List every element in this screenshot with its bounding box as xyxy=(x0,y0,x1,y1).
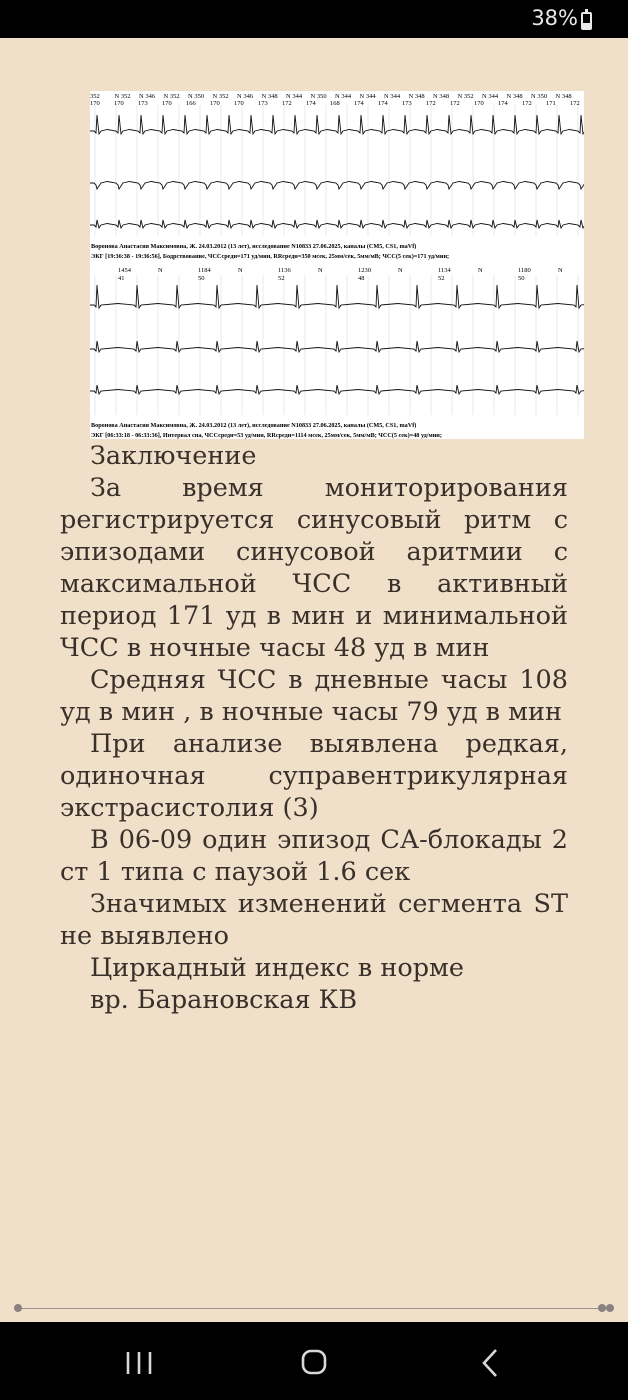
report-paragraph: В 06-09 один эпизод СА-блокады 2 ст 1 типа с паузой 1.6 сек xyxy=(60,825,568,887)
report-signature: вр. Барановская КВ xyxy=(90,985,358,1015)
beat-label: 352 xyxy=(90,93,100,100)
hr-label: 170 xyxy=(474,100,484,107)
report-text xyxy=(60,440,568,1016)
scrubber-start-dot[interactable] xyxy=(14,1304,22,1312)
hr-label: 48 xyxy=(358,275,365,282)
beat-label: 1134 xyxy=(438,267,451,274)
battery-percentage: 38% xyxy=(531,6,578,30)
recents-icon[interactable] xyxy=(110,1338,170,1384)
scrubber-thumb[interactable] xyxy=(606,1304,614,1312)
hr-label: 170 xyxy=(90,100,100,107)
ecg-trace xyxy=(90,285,584,308)
hr-label: 166 xyxy=(186,100,196,107)
hr-label: 172 xyxy=(426,100,436,107)
hr-label: 174 xyxy=(306,100,316,107)
status-bar xyxy=(0,0,628,38)
beat-label: N 352 xyxy=(457,93,474,100)
hr-label: 173 xyxy=(402,100,412,107)
hr-label: 174 xyxy=(354,100,364,107)
battery-icon xyxy=(581,12,592,30)
beat-label: N xyxy=(398,267,403,274)
report-paragraph: Циркадный индекс в норме xyxy=(90,953,464,983)
beat-label: N 346 xyxy=(139,93,156,100)
report-paragraph: За время мониторирования регистрируется синусовый ритм с эпизодами синусовой аритмии с максимальной ЧСС в активный период 171 уд в мин и минимальной ЧСС в ночные часы 48 уд в мин xyxy=(60,473,568,663)
report-heading: Заключение xyxy=(90,441,257,471)
beat-label: N xyxy=(158,267,163,274)
ecg-trace xyxy=(90,385,584,394)
hr-label: 173 xyxy=(258,100,268,107)
hr-label: 174 xyxy=(498,100,508,107)
strip1-hr-labels xyxy=(90,100,580,107)
hr-label: 50 xyxy=(198,275,205,282)
hr-label: 172 xyxy=(522,100,532,107)
beat-label: N 346 xyxy=(237,93,254,100)
beat-label: N 344 xyxy=(359,93,376,100)
hr-label: 50 xyxy=(518,275,525,282)
report-paragraph: Значимых изменений сегмента ST не выявлено xyxy=(60,889,568,951)
ecg-trace xyxy=(90,341,584,352)
strip1-beat-labels xyxy=(90,93,572,100)
beat-label: N 348 xyxy=(506,93,523,100)
hr-label: 170 xyxy=(234,100,244,107)
beat-label: N 344 xyxy=(335,93,352,100)
beat-label: 1454 xyxy=(118,267,131,274)
home-icon[interactable] xyxy=(284,1338,344,1384)
scrubber-end-dot[interactable] xyxy=(598,1304,606,1312)
hr-label: 168 xyxy=(330,100,340,107)
hr-label: 52 xyxy=(438,275,445,282)
hr-label: 174 xyxy=(378,100,388,107)
beat-label: N 348 xyxy=(261,93,278,100)
hr-label: 170 xyxy=(162,100,172,107)
ecg-grid xyxy=(95,105,578,415)
beat-label: N xyxy=(238,267,243,274)
beat-label: N 350 xyxy=(188,93,205,100)
beat-label: N 348 xyxy=(408,93,425,100)
back-icon[interactable] xyxy=(460,1338,520,1384)
report-paragraph: Средняя ЧСС в дневные часы 108 уд в мин , в ночные часы 79 уд в мин xyxy=(60,665,568,727)
beat-label: N xyxy=(478,267,483,274)
hr-label: 172 xyxy=(282,100,292,107)
beat-label: N 344 xyxy=(286,93,303,100)
hr-label: 172 xyxy=(570,100,580,107)
beat-label: N 352 xyxy=(114,93,131,100)
hr-label: 170 xyxy=(210,100,220,107)
beat-label: N 344 xyxy=(482,93,499,100)
beat-label: 1230 xyxy=(358,267,371,274)
beat-label: N 350 xyxy=(310,93,327,100)
beat-label: 1180 xyxy=(518,267,531,274)
strip1-caption2: ЭКГ [19:36:38 - 19:36:56], Бодрствование, ЧССсредн=171 уд/мин, RRсредн=350 мсек, 25мм/сек, 5мм/мВ; ЧСС(5 сек)=171 уд/мин; xyxy=(91,253,450,260)
hr-label: 172 xyxy=(450,100,460,107)
navigation-bar xyxy=(0,1322,628,1400)
hr-label: 171 xyxy=(546,100,556,107)
page-scrubber[interactable] xyxy=(14,1304,614,1314)
ecg-trace xyxy=(90,115,584,134)
strip2-beat-labels xyxy=(118,267,563,274)
beat-label: 1136 xyxy=(278,267,291,274)
strip2-caption1: Воронова Анастасия Максимовна, Ж. 24.03.2012 (13 лет), исследование N10833 27.06.2025, каналы (CM5, CS1, maVf) xyxy=(91,422,417,429)
beat-label: N 350 xyxy=(531,93,548,100)
beat-label: N 352 xyxy=(163,93,180,100)
strip1-caption1: Воронова Анастасия Максимовна, Ж. 24.03.2012 (13 лет), исследование N10833 27.06.2025, каналы (CM5, CS1, maVf) xyxy=(91,243,417,250)
beat-label: 1184 xyxy=(198,267,211,274)
ecg-trace xyxy=(90,220,584,228)
beat-label: N 348 xyxy=(555,93,572,100)
report-paragraph: При анализе выявлена редкая, одиночная суправентрикулярная экстрасистолия (3) xyxy=(60,729,568,823)
ecg-image xyxy=(90,91,584,439)
beat-label: N 344 xyxy=(384,93,401,100)
beat-label: N 348 xyxy=(433,93,450,100)
strip2-caption2: ЭКГ [06:33:18 - 06:33:36], Интервал сна, ЧССсредн=53 уд/мин, RRсредн=1114 мсек, 25мм/сек, 5мм/мВ; ЧСС(5 сек)=48 уд/мин; xyxy=(91,432,442,439)
ecg-trace xyxy=(90,182,584,190)
beat-label: N 352 xyxy=(212,93,229,100)
hr-label: 170 xyxy=(114,100,124,107)
hr-label: 173 xyxy=(138,100,148,107)
beat-label: N xyxy=(558,267,563,274)
hr-label: 52 xyxy=(278,275,285,282)
beat-label: N xyxy=(318,267,323,274)
hr-label: 41 xyxy=(118,275,125,282)
